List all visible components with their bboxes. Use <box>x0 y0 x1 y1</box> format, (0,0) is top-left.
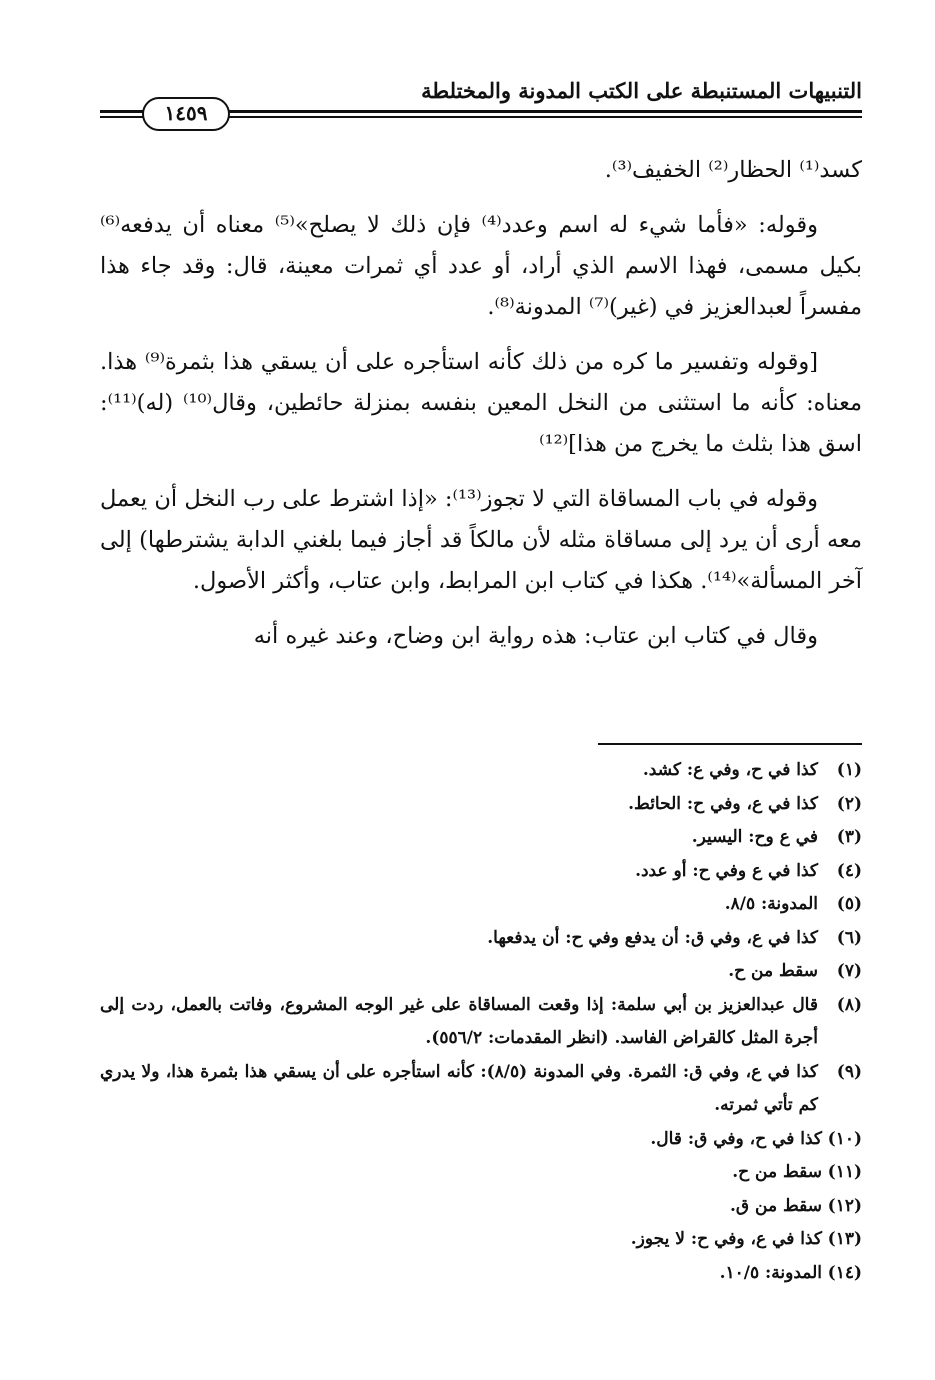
paragraph-1: كسد⁽¹⁾ الحظار⁽²⁾ الخفيف⁽³⁾. <box>604 157 862 183</box>
footnotes <box>100 754 862 1290</box>
footnote <box>100 922 862 956</box>
main-text <box>100 150 862 671</box>
footnote-number: (٥) <box>836 894 862 914</box>
footnote-text: في ع وح: اليسير. <box>691 827 818 847</box>
footnote-text: سقط من ق. <box>730 1195 822 1216</box>
footnote <box>100 1156 862 1190</box>
footnote-number: (٩) <box>836 1061 862 1082</box>
footnote-text: المدونة: ٨/٥. <box>724 894 818 914</box>
footnote-number: (٣) <box>836 827 862 847</box>
footnote-number: (١٠) <box>827 1128 862 1149</box>
footnote-separator <box>598 743 862 745</box>
footnote-number: (١١) <box>827 1162 862 1182</box>
footnote <box>100 1123 862 1157</box>
footnote-text: كذا في ح، وفي ق: قال. <box>650 1128 822 1149</box>
footnote <box>100 754 862 788</box>
page-header <box>100 78 862 134</box>
paragraph-4: وقوله في باب المساقاة التي لا تجوز⁽¹³⁾: «إذا اشترط على رب النخل أن يعمل معه أرى أن يرد إلى مساقاة مثله لأن مالكاً قد أجاز فيما بلغني الدابة يشترطها) إلى آخر المسألة»⁽¹⁴⁾. هكذا في كتاب ابن المرابط، وابن عتاب، وأكثر الأصول. <box>100 486 862 594</box>
footnote-number: (١٢) <box>827 1195 862 1216</box>
footnote <box>100 955 862 989</box>
footnote-number: (٧) <box>836 961 862 981</box>
footnote <box>100 888 862 922</box>
footnote-number: (٢) <box>836 793 862 814</box>
footnote <box>100 989 862 1056</box>
footnote-number: (١٣) <box>827 1229 862 1249</box>
footnote-text: سقط من ح. <box>728 961 818 981</box>
running-title: التنبيهات المستنبطة على الكتب المدونة والمختلطة <box>421 78 862 103</box>
footnote-number: (٤) <box>836 860 862 881</box>
footnote-text: قال عبدالعزيز بن أبي سلمة: إذا وقعت المساقاة على غير الوجه المشروع، وفاتت بالعمل، ردت إلى أجرة المثل كالقراض الفاسد. (انظر المقدمات: ٥٥٦/٢). <box>100 994 818 1048</box>
footnote <box>100 855 862 889</box>
footnote <box>100 1223 862 1257</box>
footnote <box>100 788 862 822</box>
footnote-text: كذا في ع، وفي ح: لا يجوز. <box>630 1229 822 1249</box>
footnote-number: (٨) <box>836 994 862 1015</box>
footnote-number: (٦) <box>836 927 862 948</box>
footnote-text: كذا في ح، وفي ع: كشد. <box>642 760 818 780</box>
footnote-number: (١) <box>836 760 862 780</box>
footnote-text: كذا في ع، وفي ق: الثمرة. وفي المدونة (٨/٥): كأنه استأجره على أن يسقي هذا بثمرة هذا، ولا يدري كم تأتي ثمرته. <box>100 1061 818 1115</box>
footnote <box>100 1056 862 1123</box>
footnote-number: (١٤) <box>827 1262 862 1283</box>
footnote-text: سقط من ح. <box>732 1162 822 1182</box>
footnote-text: كذا في ع وفي ح: أو عدد. <box>635 860 818 881</box>
paragraph-3: [وقوله وتفسير ما كره من ذلك كأنه استأجره على أن يسقي هذا بثمرة⁽⁹⁾ هذا. معناه: كأنه ما استثنى من النخل المعين بنفسه بمنزلة حائطين، وقال⁽¹⁰⁾ (له)⁽¹¹⁾: اسق هذا بثلث ما يخرج من هذا]⁽¹²⁾ <box>100 349 863 457</box>
footnote-text: كذا في ع، وفي ح: الحائط. <box>628 793 818 814</box>
footnote-text: كذا في ع، وفي ق: أن يدفع وفي ح: أن يدفعها. <box>487 927 818 948</box>
paragraph-2: وقوله: «فأما شيء له اسم وعدد⁽⁴⁾ فإن ذلك لا يصلح»⁽⁵⁾ معناه أن يدفعه⁽⁶⁾ بكيل مسمى، فهذا الاسم الذي أراد، أو عدد أي ثمرات معينة، قال: وقد جاء هذا مفسراً لعبدالعزيز في (غير)⁽⁷⁾ المدونة⁽⁸⁾. <box>100 212 862 320</box>
footnote <box>100 1257 862 1291</box>
footnote <box>100 1190 862 1224</box>
footnote-text: المدونة: ١٠/٥. <box>719 1262 822 1283</box>
page-number: ١٤٥٩ <box>142 97 230 131</box>
paragraph-5: وقال في كتاب ابن عتاب: هذه رواية ابن وضاح، وعند غيره أنه <box>253 623 818 649</box>
footnote <box>100 821 862 855</box>
